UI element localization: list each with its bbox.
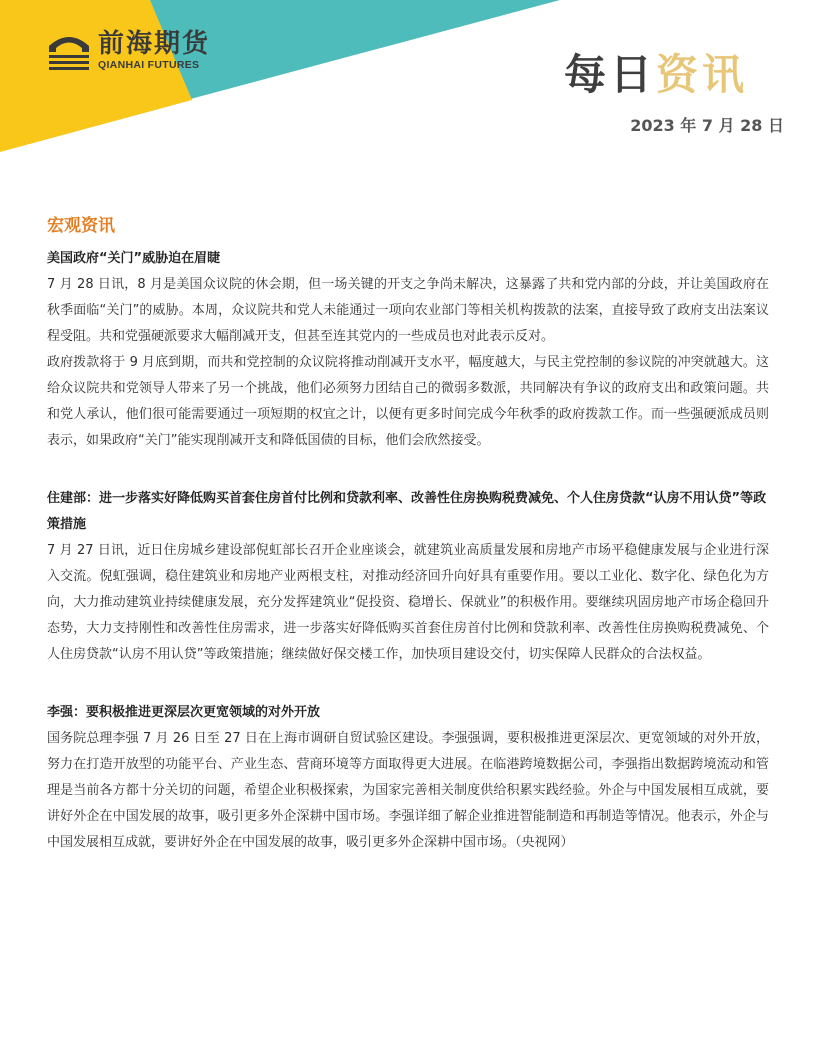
section-title: 宏观资讯 <box>47 216 115 236</box>
logo-english-name: QIANHAI FUTURES <box>98 59 200 71</box>
page-title <box>564 48 748 102</box>
company-logo <box>46 28 210 72</box>
page-title-part2: 资讯 <box>655 50 748 99</box>
main-content <box>47 214 769 874</box>
logo-chinese-name: 前海期货 <box>98 29 211 59</box>
article-paragraph: 国务院总理李强 7 月 26 日至 27 日在上海市调研自贸试验区建设。李强强调，要积极推进更深层次、更宽领域的对外开放，努力在打造开放型的功能平台、产业生态、营商环境等方面取得更大进展。在临港跨境数据公司，李强指出数据跨境流动和管理是当前各方都十分关切的问题，希望企业积极探索，为国家完善相关制度供给积累实践经验。外企与中国发展相互成就，要讲好外企在中国发展的故事，吸引更多外企深耕中国市场。李强详细了解企业推进智能制造和再制造等情况。他表示，外企与中国发展相互成就，要讲好外企在中国发展的故事，吸引更多外企深耕中国市场。（央视网） <box>47 731 769 850</box>
article-title: 李强：要积极推进更深层次更宽领域的对外开放 <box>47 705 321 720</box>
report-date: 2023 年 7 月 28 日 <box>630 116 784 135</box>
article-title: 住建部：进一步落实好降低购买首套住房首付比例和贷款利率、改善性住房换购税费减免、个人住房贷款“认房不用认贷”等政策措施 <box>47 491 767 532</box>
article-housing-policy <box>47 486 769 668</box>
article-paragraph: 7 月 28 日讯，8 月是美国众议院的休会期，但一场关键的开支之争尚未解决，这暴露了共和党内部的分歧，并让美国政府在秋季面临“关门”的威胁。本周，众议院共和党人未能通过一项向农业部门等相关机构拨款的法案，直接导致了政府支出法案议程受阻。共和党强硬派要求大幅削减开支，但甚至连其党内的一些成员也对此表示反对。 <box>47 277 769 344</box>
article-title: 美国政府“关门”威胁迫在眉睫 <box>47 251 221 266</box>
article-paragraph: 政府拨款将于 9 月底到期，而共和党控制的众议院将推动削减开支水平，幅度越大，与民主党控制的参议院的冲突就越大。这给众议院共和党领导人带来了另一个挑战，他们必须努力团结自己的微弱多数派，共同解决有争议的政府支出和政策问题。共和党人承认，他们很可能需要通过一项短期的权宜之计，以便有更多时间完成今年秋季的政府拨款工作。而一些强硬派成员则表示，如果政府“关门”能实现削减开支和降低国债的目标，他们会欣然接受。 <box>47 355 769 448</box>
article-opening-up <box>47 700 769 856</box>
article-government-shutdown <box>47 246 769 454</box>
logo-arch-icon <box>46 28 92 72</box>
page-title-part1: 每日 <box>563 50 656 99</box>
article-paragraph: 7 月 27 日讯，近日住房城乡建设部倪虹部长召开企业座谈会，就建筑业高质量发展和房地产市场平稳健康发展与企业进行深入交流。倪虹强调，稳住建筑业和房地产业两根支柱，对推动经济回升向好具有重要作用。要以工业化、数字化、绿色化为方向，大力推动建筑业持续健康发展，充分发挥建筑业“促投资、稳增长、保就业”的积极作用。要继续巩固房地产市场企稳回升态势，大力支持刚性和改善性住房需求，进一步落实好降低购买首套住房首付比例和贷款利率、改善性住房换购税费减免、个人住房贷款“认房不用认贷”等政策措施；继续做好保交楼工作，加快项目建设交付，切实保障人民群众的合法权益。 <box>47 543 769 662</box>
